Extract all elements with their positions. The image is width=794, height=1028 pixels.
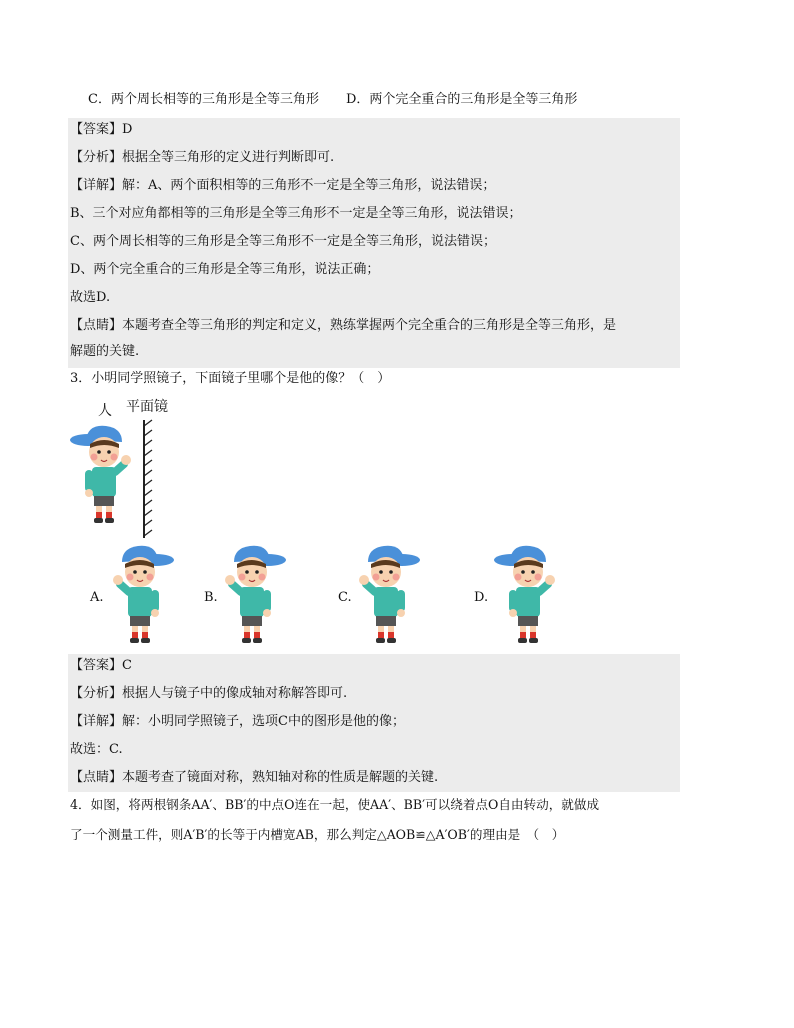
q3-analysis: 【分析】根据人与镜子中的像成轴对称解答即可.: [70, 686, 348, 701]
q3-detail: 【详解】解：小明同学照镜子，选项C中的图形是他的像；: [70, 714, 405, 729]
q3-choose: 故选：C.: [70, 742, 123, 757]
q2-analysis: 【分析】根据全等三角形的定义进行判断即可.: [70, 150, 335, 165]
person-label: 人: [98, 403, 112, 419]
mirror-label: 平面镜: [126, 399, 168, 415]
q2-answer: 【答案】D: [70, 122, 133, 137]
option-c-label: C.: [338, 590, 352, 605]
q2-detail-1: 【详解】解：A、两个面积相等的三角形不一定是全等三角形，说法错误；: [70, 178, 496, 193]
option-d-figure: [494, 544, 558, 648]
q2-comment-2: 解题的关键.: [70, 344, 140, 359]
q2-detail-4: D、两个完全重合的三角形是全等三角形，说法正确；: [70, 262, 380, 277]
q4-line-1: 4．如图，将两根钢条AA′、BB′的中点O连在一起，使AA′、BB′可以绕着点O自由转动，就做成: [70, 797, 600, 812]
q2-detail-3: C、两个周长相等的三角形是全等三角形不一定是全等三角形，说法错误；: [70, 234, 496, 249]
person-figure: [70, 424, 134, 528]
q3-answer: 【答案】C: [70, 658, 132, 673]
option-a-figure: [110, 544, 174, 648]
option-c-figure: [356, 544, 420, 648]
option-b-label: B.: [204, 590, 218, 605]
q2-choose: 故选D.: [70, 290, 111, 305]
q2-detail-2: B、三个对应角都相等的三角形是全等三角形不一定是全等三角形，说法错误；: [70, 206, 522, 221]
q2-comment-1: 【点睛】本题考查全等三角形的判定和定义，熟练掌握两个完全重合的三角形是全等三角形，是: [70, 318, 617, 333]
option-d-label: D.: [474, 590, 489, 605]
q4-line-2: 了一个测量工件，则A′B′的长等于内槽宽AB，那么判定△AOB≌△A′OB′的理由是 （ ）: [70, 827, 565, 842]
option-c-text: C．两个周长相等的三角形是全等三角形: [88, 92, 319, 107]
q3-comment: 【点睛】本题考查了镜面对称，熟知轴对称的性质是解题的关键.: [70, 770, 439, 785]
option-b-figure: [222, 544, 286, 648]
plane-mirror: [132, 412, 162, 542]
option-a-label: A.: [90, 590, 104, 605]
option-d-text: D．两个完全重合的三角形是全等三角形: [346, 92, 578, 107]
q3-question: 3．小明同学照镜子，下面镜子里哪个是他的像？（ ）: [70, 371, 391, 386]
